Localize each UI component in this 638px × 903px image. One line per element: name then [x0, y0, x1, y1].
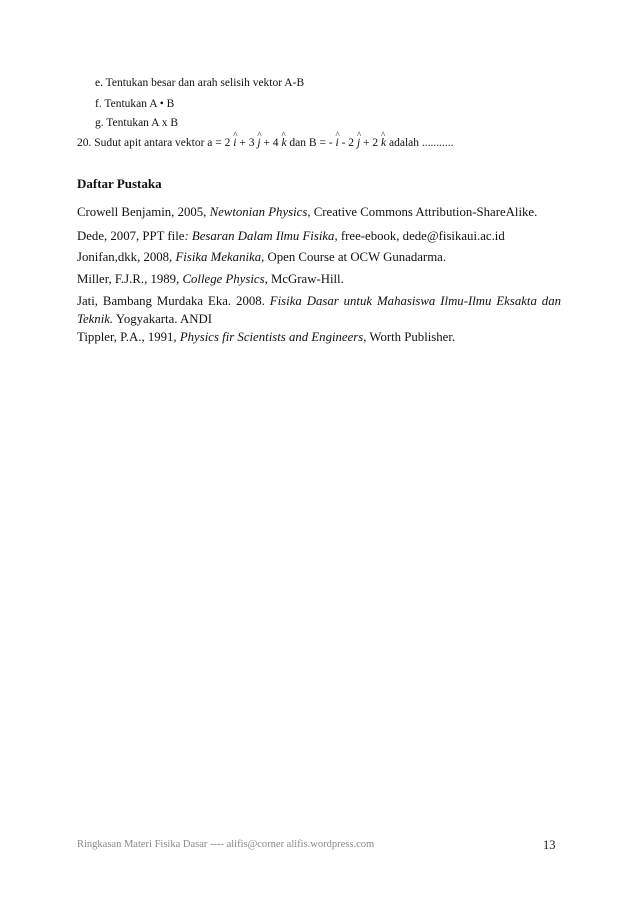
ref-author: Dede, 2007, PPT file [77, 229, 185, 243]
ref-author: Miller, F.J.R., 1989, [77, 272, 183, 286]
ref-publisher: , Open Course at OCW Gunadarma. [261, 250, 447, 264]
ref-title: College Physics [182, 272, 265, 286]
ref-publisher: , McGraw-Hill. [264, 272, 344, 286]
ref-author: Crowell Benjamin, 2005, [77, 205, 210, 219]
ref-publisher: , Creative Commons Attribution-ShareAlike. [307, 205, 538, 219]
page-number: 13 [543, 838, 556, 852]
reference-item [77, 294, 561, 309]
ref-title: Teknik. [77, 312, 114, 326]
exercise-item-e: e. Tentukan besar dan arah selisih vektor A-B [95, 77, 305, 89]
q20-text-2: + 3 [236, 137, 258, 149]
ref-title: Fisika Mekanika [175, 250, 262, 264]
ref-publisher: free-ebook, dede@fisikaui.ac.id [337, 229, 505, 243]
reference-item [77, 330, 455, 345]
bibliography-heading: Daftar Pustaka [77, 176, 162, 191]
reference-item [77, 272, 344, 287]
q20-text-5: - 2 [338, 137, 357, 149]
unit-vector-k: ^ k [281, 137, 286, 149]
unit-vector-k: ^ k [381, 137, 386, 149]
unit-vector-j: ^ j [357, 137, 360, 149]
unit-vector-i: ^ i [233, 137, 236, 149]
ref-title: : Besaran Dalam Ilmu Fisika, [184, 229, 338, 243]
q20-text-3: + 4 [260, 137, 282, 149]
reference-item [77, 205, 537, 220]
ref-publisher: Yogyakarta. ANDI [113, 312, 212, 326]
ref-title: Physics fir Scientists and Engineers [179, 330, 364, 344]
page-footer: Ringkasan Materi Fisika Dasar ---- alifis@corner alifis.wordpress.com [77, 839, 375, 850]
ref-title: Fisika Dasar untuk Mahasiswa Ilmu-Ilmu Eksakta dan [269, 294, 561, 308]
unit-vector-i: ^ i [336, 137, 339, 149]
exercise-item-f: f. Tentukan A • B [95, 98, 175, 110]
exercise-item-g: g. Tentukan A x B [95, 117, 178, 129]
unit-vector-j: ^ j [257, 137, 260, 149]
ref-author: Jonifan,dkk, 2008, [77, 250, 176, 264]
q20-text-1: 20. Sudut apit antara vektor a = 2 [77, 137, 234, 149]
reference-item-continuation [77, 312, 212, 327]
ref-author: Tippler, P.A., 1991, [77, 330, 180, 344]
q20-text-7: adalah ........... [386, 137, 454, 149]
reference-item [77, 229, 505, 244]
ref-title: Newtonian Physics [209, 205, 308, 219]
q20-text-4: dan B = - [286, 137, 336, 149]
ref-author: Jati, Bambang Murdaka Eka. 2008. [77, 294, 270, 308]
question-20 [77, 137, 454, 149]
q20-text-6: + 2 [360, 137, 382, 149]
ref-publisher: , Worth Publisher. [363, 330, 456, 344]
reference-item [77, 250, 446, 265]
